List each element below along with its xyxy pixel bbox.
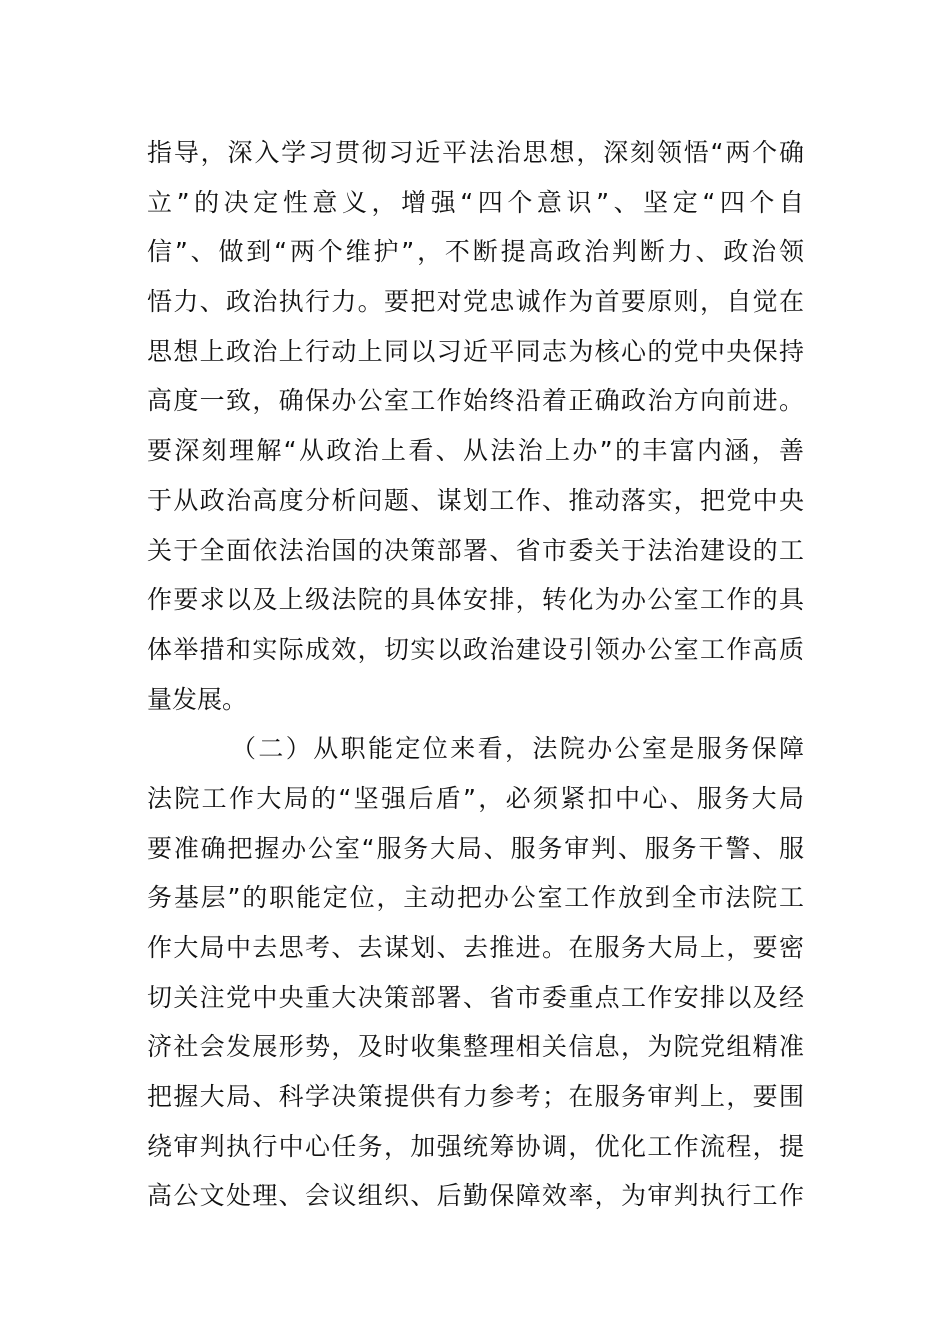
text-line: （二）从职能定位来看，法院办公室是服务保障 bbox=[231, 734, 804, 764]
text-line: 立”的决定性意义，增强“四个意识”、坚定“四个自 bbox=[147, 187, 804, 217]
text-line: 作要求以及上级法院的具体安排，转化为办公室工作的具 bbox=[147, 585, 804, 615]
paragraph-2 bbox=[147, 724, 804, 1221]
paragraph-1 bbox=[147, 128, 804, 724]
text-line: 作大局中去思考、去谋划、去推进。在服务大局上，要密 bbox=[147, 933, 804, 962]
text-line: 法院工作大局的“坚强后盾”，必须紧扣中心、服务大局 bbox=[147, 783, 804, 813]
text-line: 于从政治高度分析问题、谋划工作、推动落实，把党中央 bbox=[147, 485, 804, 515]
text-line: 绕审判执行中心任务，加强统筹协调，优化工作流程，提 bbox=[147, 1131, 804, 1161]
text-line: 高公文处理、会议组织、后勤保障效率，为审判执行工作 bbox=[147, 1181, 804, 1211]
text-line: 信”、做到“两个维护”，不断提高政治判断力、政治领 bbox=[147, 237, 804, 267]
text-line: 关于全面依法治国的决策部署、省市委关于法治建设的工 bbox=[147, 535, 804, 565]
text-line: 悟力、政治执行力。要把对党忠诚作为首要原则，自觉在 bbox=[147, 287, 804, 317]
text-line: 要准确把握办公室“服务大局、服务审判、服务干警、服 bbox=[147, 833, 804, 863]
text-line: 务基层”的职能定位，主动把办公室工作放到全市法院工 bbox=[147, 883, 804, 913]
text-line: 思想上政治上行动上同以习近平同志为核心的党中央保持 bbox=[147, 336, 804, 366]
text-line: 体举措和实际成效，切实以政治建设引领办公室工作高质 bbox=[147, 634, 804, 664]
text-line: 高度一致，确保办公室工作始终沿着正确政治方向前进。 bbox=[147, 386, 804, 416]
text-line: 量发展。 bbox=[147, 684, 248, 714]
text-line: 把握大局、科学决策提供有力参考；在服务审判上，要围 bbox=[147, 1082, 804, 1112]
text-line: 济社会发展形势，及时收集整理相关信息，为院党组精准 bbox=[147, 1032, 804, 1062]
text-line: 要深刻理解“从政治上看、从法治上办”的丰富内涵，善 bbox=[147, 436, 804, 466]
text-line: 切关注党中央重大决策部署、省市委重点工作安排以及经 bbox=[147, 982, 804, 1012]
document-page bbox=[147, 128, 804, 1221]
text-line: 指导，深入学习贯彻习近平法治思想，深刻领悟“两个确 bbox=[147, 138, 804, 167]
